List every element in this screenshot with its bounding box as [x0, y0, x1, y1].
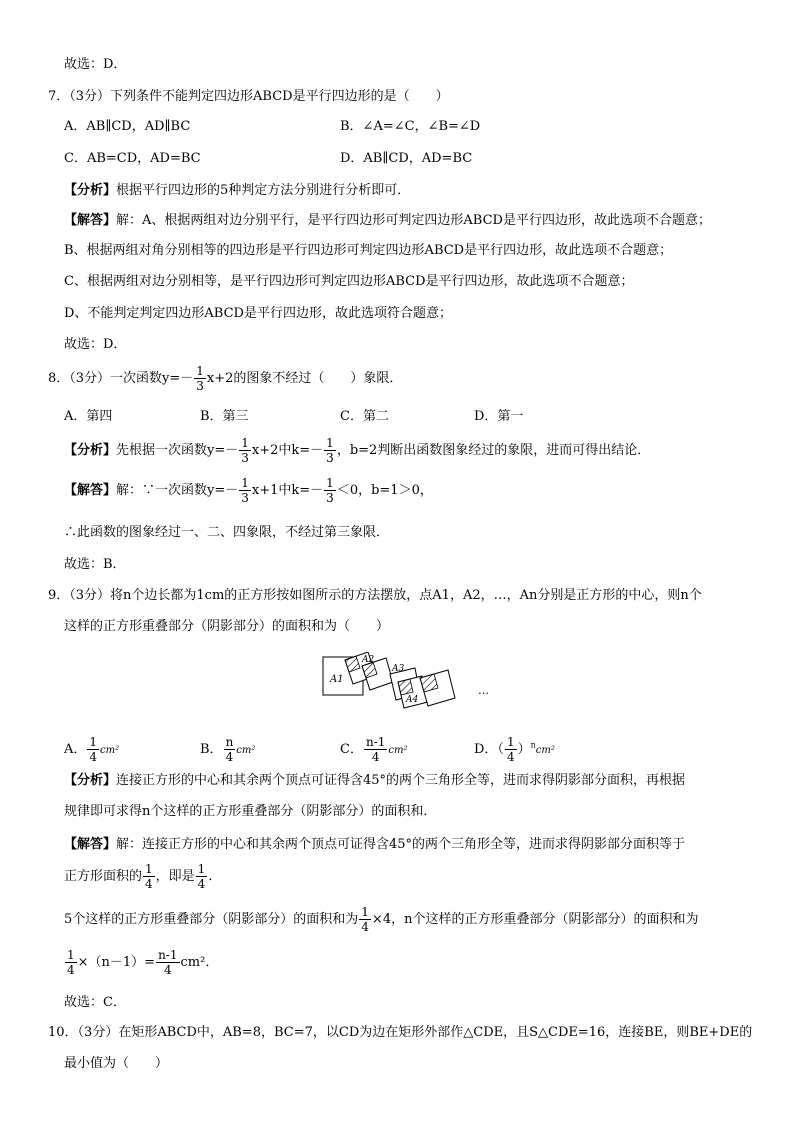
label-a2: A2: [362, 655, 375, 665]
q7-analysis-text: 根据平行四边形的5种判定方法分别进行分析即可．: [116, 183, 411, 198]
q9-answer-line-3: [64, 905, 698, 934]
denominator: 3: [241, 491, 249, 505]
unit: cm²: [236, 745, 256, 756]
q9-option-a: [64, 735, 119, 764]
q9-analysis-line-2: 规律即可求得n个这样的正方形重叠部分（阴影部分）的面积和．: [64, 804, 437, 819]
denominator: 4: [225, 750, 234, 764]
option-prefix: C．: [340, 742, 363, 757]
q7-conclusion: 故选：D．: [64, 337, 127, 352]
analysis-tag: 【分析】: [64, 183, 117, 198]
q9-option-d-fraction: [505, 735, 517, 764]
q6-conclusion: 故选：D．: [64, 57, 127, 72]
label-a1: A1: [330, 674, 344, 685]
q7-analysis: [64, 182, 410, 200]
q8-analysis-b: x+2中k=－: [251, 443, 324, 458]
close-paren: ）: [517, 742, 531, 757]
q8-analysis: [64, 436, 650, 465]
q9-option-c: [340, 735, 407, 764]
numerator: n-1: [158, 948, 178, 962]
q9-answer2-a: 正方形面积的: [64, 869, 143, 884]
q8-stem: [48, 364, 402, 393]
q9-answer4-b: ×（n－1）=: [77, 955, 156, 970]
q9-option-b: [200, 735, 255, 764]
q9-answer4-fraction: [65, 948, 77, 977]
answer-tag: 【解答】: [64, 837, 117, 852]
q9-answer3-a: 5个这样的正方形重叠部分（阴影部分）的面积和为: [64, 912, 359, 927]
q8-option-d: D．第一: [474, 409, 524, 424]
q9-answer4-c: cm²．: [180, 955, 219, 970]
q8-stem-post: x+2的图象不经过（ ）象限．: [206, 371, 403, 386]
q8-conclusion: 故选：B．: [64, 557, 126, 572]
numerator: 1: [89, 735, 98, 749]
exponent: n: [530, 740, 536, 750]
q7-answer-line-1: [64, 212, 711, 230]
q9-stem-line-1: 9．（3分）将n个边长都为1cm的正方形按如图所示的方法摆放，点A1，A2，…，An分别是正方形的中心，则n个: [48, 588, 702, 603]
denominator: 3: [326, 491, 334, 505]
q7-option-b: B．∠A=∠C，∠B=∠D: [340, 119, 481, 134]
numerator: n: [225, 735, 234, 749]
answer-tag: 【解答】: [64, 483, 117, 498]
denominator: 4: [361, 920, 369, 934]
q10-stem-line-2: 最小值为（ ）: [64, 1056, 169, 1071]
denominator: 4: [67, 963, 75, 977]
numerator: 1: [361, 905, 369, 919]
q9-conclusion: 故选：C．: [64, 995, 126, 1010]
q8-analysis-a: 先根据一次函数y=－: [116, 443, 239, 458]
q9-answer-line-2: [64, 862, 221, 891]
q8-answer-a: 解：∵一次函数y=－: [116, 483, 239, 498]
q9-answer2-fraction: [143, 862, 155, 891]
q9-option-b-fraction: [224, 735, 236, 764]
q9-answer4-fraction-2: [156, 948, 179, 977]
q9-answer-line-4: [64, 948, 218, 977]
numerator: 1: [326, 476, 334, 490]
q7-stem: 7．（3分）下列条件不能判定四边形ABCD是平行四边形的是（ ）: [48, 89, 449, 104]
numerator: n-1: [365, 735, 386, 749]
numerator: 1: [67, 948, 75, 962]
q7-option-c: C．AB=CD，AD=BC: [64, 151, 201, 166]
denominator: 4: [506, 750, 515, 764]
q7-answer-line-2: B、根据两组对角分别相等的四边形是平行四边形可判定四边形ABCD是平行四边形，故此选项不合题意；: [64, 243, 673, 258]
q9-analysis-text: 连接正方形的中心和其余两个顶点可证得含45°的两个三角形全等，进而求得阴影部分面积，再根据: [116, 773, 686, 788]
q8-answer-b: x+1中k=－: [251, 483, 324, 498]
q9-answer-text: 解：连接正方形的中心和其余两个顶点可证得含45°的两个三角形全等，进而求得阴影部分面积等于: [116, 837, 686, 852]
numerator: 1: [506, 735, 515, 749]
denominator: 4: [89, 750, 98, 764]
q8-answer-fraction-2: [324, 476, 336, 505]
numerator: 1: [196, 364, 204, 378]
q9-answer3-b: ×4，n个这样的正方形重叠部分（阴影部分）的面积和为: [371, 912, 699, 927]
q7-answer-text-1: 解：A、根据两组对边分别平行，是平行四边形可判定四边形ABCD是平行四边形，故此选项不合题意；: [116, 213, 711, 228]
label-a4: A4: [406, 695, 419, 705]
q8-option-b: B．第三: [200, 409, 249, 424]
overlapping-squares-figure: [320, 652, 500, 720]
denominator: 3: [196, 379, 204, 393]
q8-analysis-fraction-2: [324, 436, 336, 465]
ellipsis-label: …: [478, 684, 489, 697]
numerator: 1: [197, 862, 206, 876]
numerator: 1: [145, 862, 153, 876]
q8-answer: [64, 476, 433, 505]
denominator: 3: [241, 451, 249, 465]
q9-answer-line-1: [64, 836, 685, 854]
numerator: 1: [241, 436, 249, 450]
option-prefix: B．: [200, 742, 223, 757]
q9-answer2-c: ．: [208, 869, 222, 884]
q8-analysis-fraction: [239, 436, 251, 465]
q9-option-d: [474, 735, 555, 764]
q7-answer-line-3: C、根据两组对边分别相等，是平行四边形可判定四边形ABCD是平行四边形，故此选项不合题意；: [64, 274, 634, 289]
unit: cm²: [535, 745, 555, 756]
unit: cm²: [388, 745, 408, 756]
q9-analysis-line-1: [64, 772, 685, 790]
q9-stem-line-2: 这样的正方形重叠部分（阴影部分）的面积和为（ ）: [64, 619, 390, 634]
q8-answer-line-2: ∴此函数的图象经过一、二、四象限，不经过第三象限．: [64, 525, 390, 540]
q8-answer-fraction: [239, 476, 251, 505]
denominator: 4: [145, 877, 153, 891]
q8-analysis-c: ，b=2判断出函数图象经过的象限，进而可得出结论．: [336, 443, 651, 458]
q10-stem-line-1: 10．（3分）在矩形ABCD中，AB=8，BC=7，以CD为边在矩形外部作△CDE，且S△CDE=16，连接BE，则BE+DE的: [48, 1025, 753, 1040]
analysis-tag: 【分析】: [64, 773, 117, 788]
denominator: 4: [197, 877, 206, 891]
numerator: 1: [326, 436, 334, 450]
numerator: 1: [241, 476, 249, 490]
denominator: 4: [371, 750, 380, 764]
shaded-overlap-3: [398, 679, 413, 695]
q7-answer-line-4: D、不能判定判定四边形ABCD是平行四边形，故此选项符合题意；: [64, 306, 452, 321]
option-prefix: D．（: [474, 742, 504, 757]
q9-answer3-fraction: [359, 905, 371, 934]
q7-option-d: D．AB∥CD，AD=BC: [340, 151, 473, 166]
q8-option-c: C．第二: [340, 409, 389, 424]
option-prefix: A．: [64, 742, 87, 757]
q7-option-a: A．AB∥CD，AD∥BC: [64, 119, 191, 134]
q8-stem-pre: 8．（3分）一次函数y=－: [48, 371, 194, 386]
q8-option-a: A．第四: [64, 409, 113, 424]
q9-answer2-b: ，即是: [155, 869, 195, 884]
answer-tag: 【解答】: [64, 213, 117, 228]
unit: cm²: [100, 745, 120, 756]
label-a3: A3: [392, 664, 405, 674]
denominator: 4: [163, 963, 172, 977]
q9-option-c-fraction: [364, 735, 387, 764]
analysis-tag: 【分析】: [64, 443, 117, 458]
q9-option-a-fraction: [87, 735, 99, 764]
denominator: 3: [326, 451, 334, 465]
q8-answer-c: ＜0，b=1＞0，: [336, 483, 433, 498]
q9-answer2-fraction-2: [196, 862, 208, 891]
q8-stem-fraction: [194, 364, 206, 393]
